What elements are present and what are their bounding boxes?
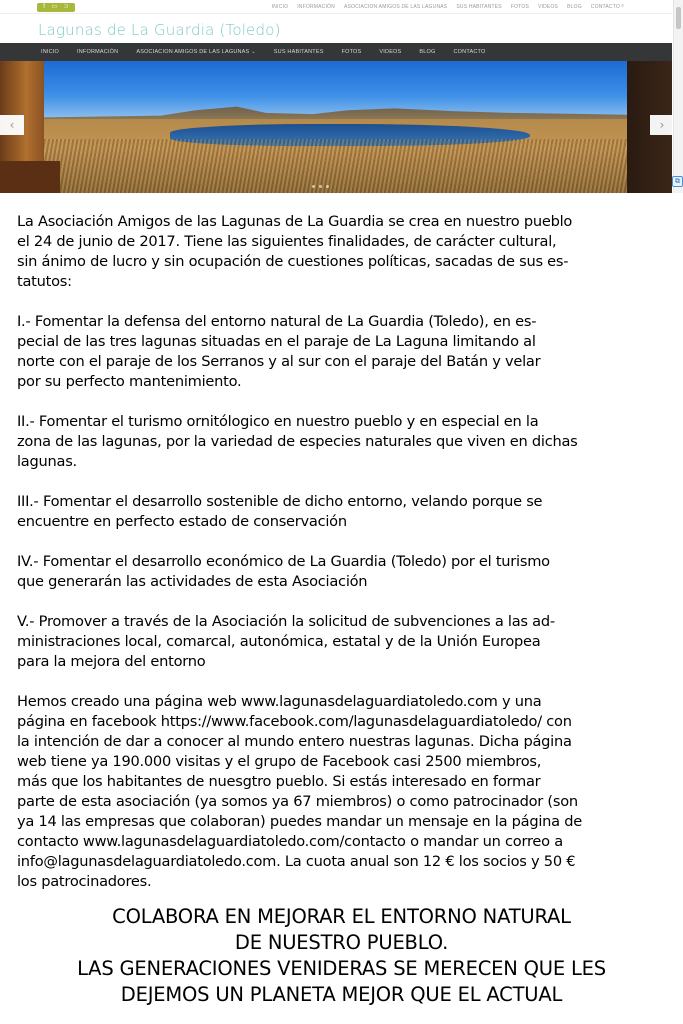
purpose-4-paragraph: IV.- Fomentar el desarrollo económico de La Guardia (Toledo) por el turismo que generarán las actividades de esta Asociación bbox=[17, 553, 550, 590]
facebook-icon[interactable]: f bbox=[43, 4, 45, 10]
site-title[interactable]: Lagunas de La Guardia (Toledo) bbox=[38, 21, 281, 39]
nav-label: VIDEOS bbox=[379, 49, 402, 55]
slider-image-sky bbox=[44, 61, 628, 119]
nav-item-inicio[interactable] bbox=[41, 49, 59, 55]
slider-next-button[interactable] bbox=[650, 115, 672, 135]
nav-label: INFORMACIÓN bbox=[77, 49, 119, 55]
flickr-icon[interactable]: ▭ bbox=[51, 4, 58, 10]
top-utility-bar bbox=[0, 0, 672, 14]
slider-dot[interactable] bbox=[319, 185, 322, 188]
top-nav bbox=[272, 3, 620, 11]
nav-label: CONTACTO bbox=[453, 49, 486, 55]
nav-item-contacto[interactable] bbox=[454, 49, 486, 55]
purpose-5-paragraph: V.- Promover a través de la Asociación la solicitud de subvenciones a las ad- ministraciones local, comarcal, autonómica, estatal y de la Unión Europea para la mejora del entorno bbox=[17, 613, 555, 670]
purpose-3-paragraph: III.- Fomentar el desarrollo sostenible de dicho entorno, velando porque se encuentre en perfecto estado de conservación bbox=[17, 493, 543, 530]
purpose-2-paragraph: II.- Fomentar el turismo ornitólogico en nuestro pueblo y en especial en la zona de las lagunas, por la variedad de especies naturales que viven en dichas lagunas. bbox=[17, 413, 578, 470]
search-icon[interactable]: ⌕ bbox=[621, 2, 625, 9]
nav-item-videos[interactable] bbox=[379, 49, 401, 55]
closing-line: DE NUESTRO PUEBLO. bbox=[234, 931, 449, 954]
nav-label: FOTOS bbox=[341, 49, 362, 55]
nav-item-habitantes[interactable] bbox=[274, 49, 324, 55]
top-nav-asociacion[interactable]: ASOCIACION AMIGOS DE LAS LAGUNAS bbox=[343, 4, 448, 10]
social-icons bbox=[37, 3, 75, 12]
top-nav-blog[interactable]: BLOG bbox=[567, 4, 582, 10]
slider-dot[interactable] bbox=[312, 185, 315, 188]
purpose-1-paragraph: I.- Fomentar la defensa del entorno natural de La Guardia (Toledo), en es- pecial de las tres lagunas situadas en el paraje de La Laguna limitando al norte con el paraje de los Serranos y al sur con el paraje del Batán y velar por su perfecto mantenimiento. bbox=[17, 313, 541, 390]
top-nav-contacto[interactable]: CONTACTO bbox=[590, 4, 620, 10]
chevron-down-icon: ⌄ bbox=[251, 49, 256, 55]
screenshot-widget-icon[interactable]: ⧉ bbox=[672, 176, 683, 187]
main-nav bbox=[0, 43, 672, 61]
contact-paragraph: Hemos creado una página web www.lagunasdelaguardiatoledo.com y una página en facebook https://www.facebook.com/lagunasdelaguardiatoledo/ con la intención de dar a conocer al mundo entero nuestras lagunas. Dicha página web tiene ya 190.000 visitas y el grupo de Facebook casi 2500 miembros, más que los habitantes de nuesgtro pueblo. Si estás interesado en formar parte de esta asociación (ya somos ya 67 miembros) o como patrocinador (son ya 14 las empresas que colaboran) puedes mandar un mensaje en la página de contacto www.lagunasdelaguardiatoledo.com/contacto o mandar un correo a info@lagunasdelaguardiatoledo.com. La cuota anual son 12 € los socios y 50 € los patrocinadores. bbox=[17, 693, 583, 890]
nav-item-fotos[interactable] bbox=[342, 49, 362, 55]
nav-label: SUS HABITANTES bbox=[273, 49, 324, 55]
hero-slider bbox=[0, 61, 672, 193]
intro-paragraph: La Asociación Amigos de las Lagunas de La Guardia se crea en nuestro pueblo el 24 de junio de 2017. Tiene las siguientes finalidades, de carácter cultural, sin ánimo de lucro y sin ocupación de cuestiones políticas, sacadas de sus es- tatutos: bbox=[17, 213, 573, 290]
slider-dots bbox=[312, 185, 329, 188]
nav-label: INICIO bbox=[41, 49, 60, 55]
rss-icon[interactable]: ⊃ bbox=[63, 4, 69, 10]
nav-label: BLOG bbox=[419, 49, 436, 55]
scrollbar[interactable] bbox=[673, 0, 683, 193]
slider-dot[interactable] bbox=[326, 185, 329, 188]
nav-item-asociacion[interactable] bbox=[136, 49, 255, 55]
top-nav-videos[interactable]: VIDEOS bbox=[537, 4, 559, 10]
top-nav-informacion[interactable]: INFORMACIÓN bbox=[297, 4, 335, 10]
top-nav-fotos[interactable]: FOTOS bbox=[510, 4, 529, 10]
top-nav-habitantes[interactable]: SUS HABITANTES bbox=[456, 4, 502, 10]
chevron-right-icon: › bbox=[659, 118, 665, 132]
closing-message bbox=[0, 904, 683, 1008]
nav-item-blog[interactable] bbox=[419, 49, 435, 55]
nav-item-informacion[interactable] bbox=[77, 49, 118, 55]
top-nav-inicio[interactable]: INICIO bbox=[271, 4, 289, 10]
scrollbar-thumb[interactable] bbox=[676, 7, 681, 29]
closing-line: COLABORA EN MEJORAR EL ENTORNO NATURAL bbox=[112, 905, 571, 928]
closing-line: LAS GENERACIONES VENIDERAS SE MERECEN QUE LES bbox=[77, 957, 606, 980]
slider-prev-button[interactable] bbox=[0, 115, 24, 135]
slider-image-reeds bbox=[44, 139, 628, 193]
slider-image-wood-base bbox=[0, 161, 60, 193]
nav-label: ASOCIACION AMIGOS DE LAS LAGUNAS bbox=[136, 49, 250, 55]
closing-line: DEJEMOS UN PLANETA MEJOR QUE EL ACTUAL bbox=[120, 983, 563, 1006]
chevron-left-icon: ‹ bbox=[9, 118, 15, 132]
article-body bbox=[17, 212, 667, 892]
